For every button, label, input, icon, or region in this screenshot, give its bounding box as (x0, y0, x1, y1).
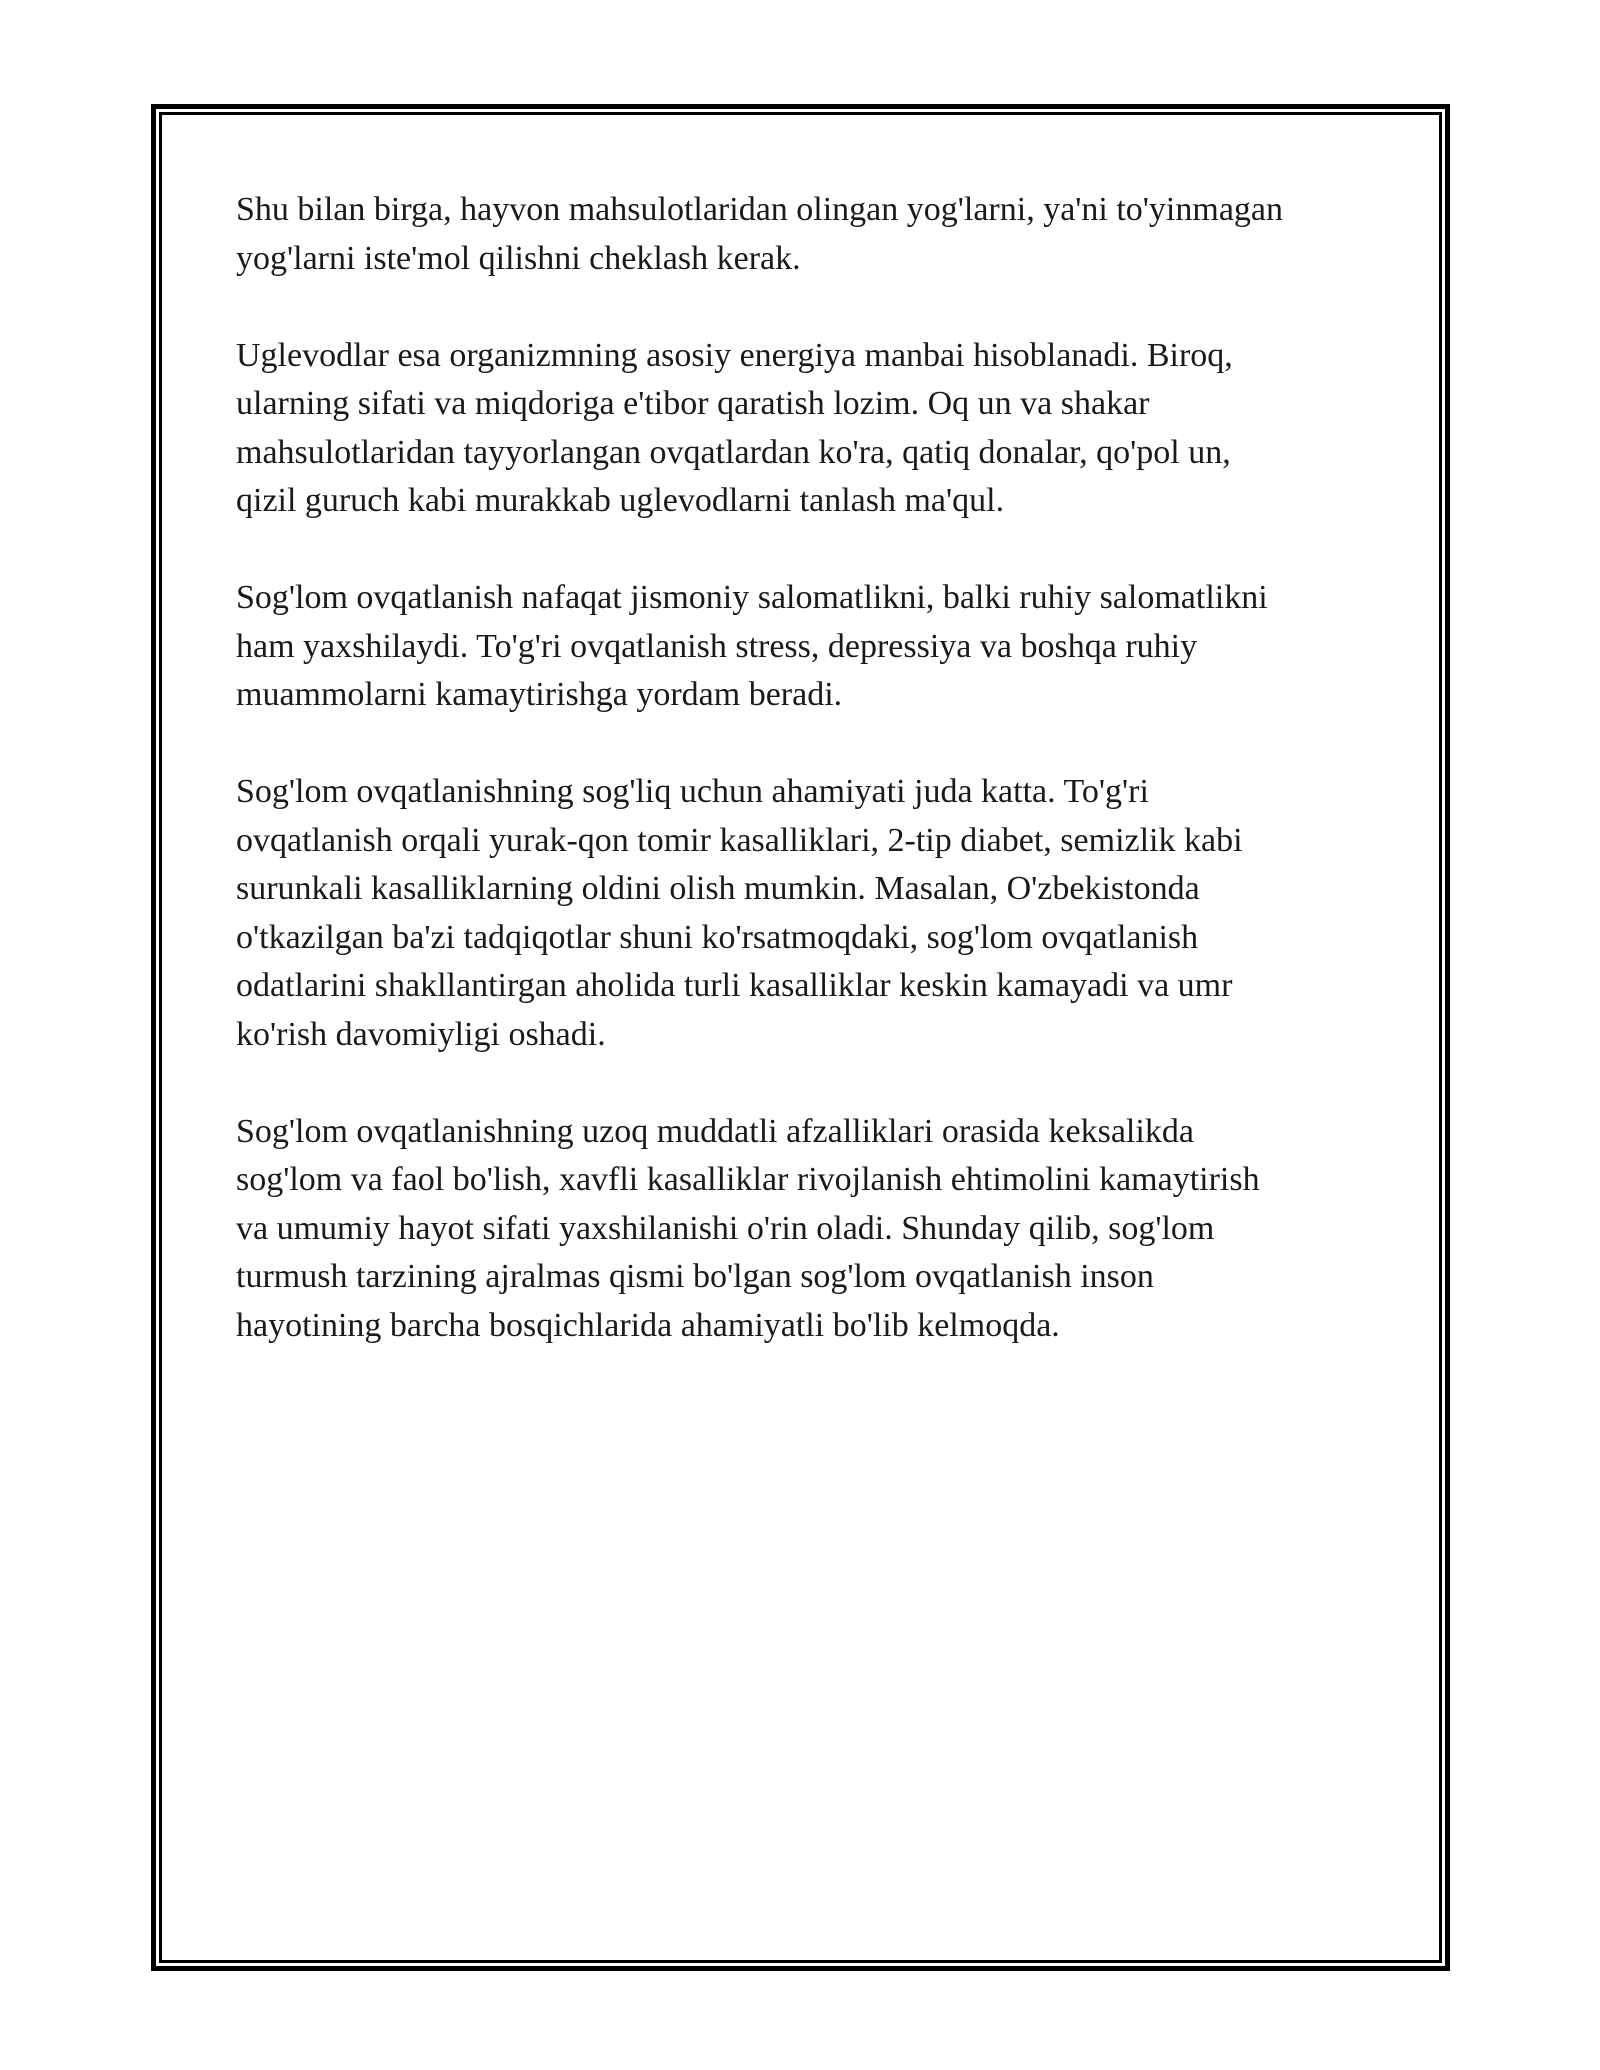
text-line: o'tkazilgan ba'zi tadqiqotlar shuni ko'rsatmoqdaki, sog'lom ovqatlanish (236, 918, 1199, 956)
text-line: mahsulotlaridan tayyorlangan ovqatlardan ko'ra, qatiq donalar, qo'pol un, (236, 433, 1231, 471)
paragraph-2 (236, 332, 1396, 526)
text-line: yog'larni iste'mol qilishni cheklash kerak. (236, 239, 801, 277)
text-line: muammolarni kamaytirishga yordam beradi. (236, 676, 843, 713)
text-line: ovqatlanish orqali yurak-qon tomir kasalliklari, 2-tip diabet, semizlik kabi (236, 821, 1243, 859)
text-line: va umumiy hayot sifati yaxshilanishi o'rin oladi. Shunday qilib, sog'lom (236, 1209, 1215, 1247)
text-line: ko'rish davomiyligi oshadi. (236, 1015, 606, 1053)
paragraph-3 (236, 574, 1396, 720)
text-line: ularning sifati va miqdoriga e'tibor qaratish lozim. Oq un va shakar (236, 385, 1150, 422)
text-line: sog'lom va faol bo'lish, xavfli kasalliklar rivojlanish ehtimolini kamaytirish (236, 1161, 1260, 1198)
text-line: odatlarini shakllantirgan aholida turli kasalliklar keskin kamayadi va umr (236, 967, 1233, 1004)
paragraph-4 (236, 768, 1396, 1059)
text-line: Sog'lom ovqatlanish nafaqat jismoniy salomatlikni, balki ruhiy salomatlikni (236, 579, 1268, 616)
text-line: ham yaxshilaydi. To'g'ri ovqatlanish stress, depressiya va boshqa ruhiy (236, 627, 1198, 665)
document-body (236, 186, 1396, 1399)
paragraph-5 (236, 1108, 1396, 1351)
text-line: surunkali kasalliklarning oldini olish mumkin. Masalan, O'zbekistonda (236, 870, 1200, 907)
text-line: Sog'lom ovqatlanishning uzoq muddatli afzalliklari orasida keksalikda (236, 1112, 1194, 1150)
text-line: hayotining barcha bosqichlarida ahamiyatli bo'lib kelmoqda. (236, 1306, 1060, 1344)
text-line: Uglevodlar esa organizmning asosiy energiya manbai hisoblanadi. Biroq, (236, 336, 1233, 374)
text-line: qizil guruch kabi murakkab uglevodlarni tanlash ma'qul. (236, 482, 1005, 519)
text-line: turmush tarzining ajralmas qismi bo'lgan sog'lom ovqatlanish inson (236, 1258, 1154, 1295)
text-line: Sog'lom ovqatlanishning sog'liq uchun ahamiyati juda katta. To'g'ri (236, 773, 1149, 810)
text-line: Shu bilan birga, hayvon mahsulotlaridan olingan yog'larni, ya'ni to'yinmagan (236, 191, 1284, 228)
paragraph-1 (236, 186, 1396, 283)
